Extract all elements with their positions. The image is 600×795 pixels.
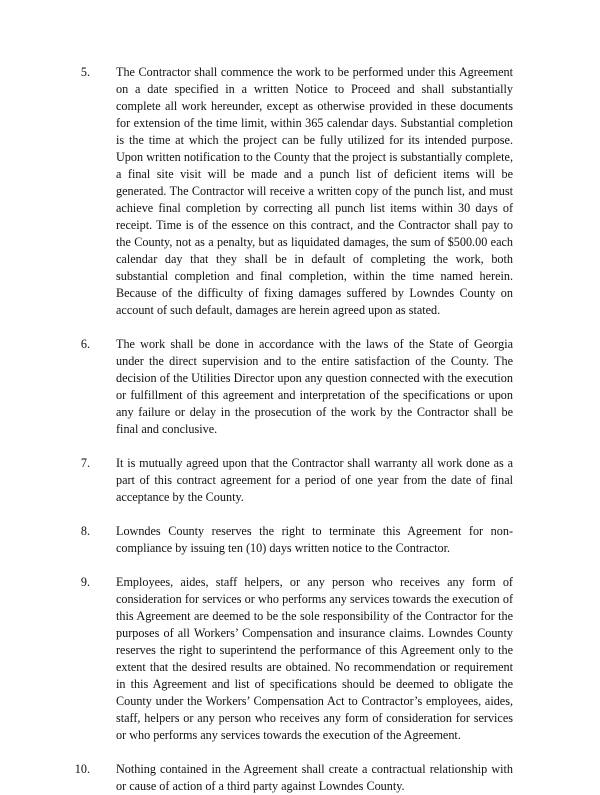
clause-item bbox=[0, 455, 600, 506]
clause-body: Nothing contained in the Agreement shall create a contractual relationship with or cause of action of a third party against Lowndes County. bbox=[116, 762, 513, 793]
clause-number: 6. bbox=[80, 337, 90, 351]
clause-body: The Contractor shall commence the work to be performed under this Agreement on a date specified in a written Notice to Proceed and shall substantially complete all work hereunder, except as otherwise provided in these documents for extension of the time limit, within 365 calendar days. Substantial completion is the time at which the project can be fully utilized for its intended purpose. Upon written notification to the County that the project is substantially complete, a final site visit will be made and a punch list of deficient items will be generated. The Contractor will receive a written copy of the punch list, and must achieve final completion by correcting all punch list items within 30 days of receipt. Time is of the essence on this contract, and the Contractor shall pay to the County, not as a penalty, but as liquidated damages, the sum of $500.00 each calendar day that they shall be in default of completing the work, both substantial completion and final completion, within the time named herein. Because of the difficulty of fixing damages suffered by Lowndes County on account of such default, damages are herein agreed upon as stated. bbox=[116, 65, 513, 317]
clause-item bbox=[0, 761, 600, 795]
clause-body: The work shall be done in accordance with the laws of the State of Georgia under the direct supervision and to the entire satisfaction of the County. The decision of the Utilities Director upon any question connected with the execution or fulfillment of this agreement and interpretation of the specifications or upon any failure or delay in the prosecution of the work by the Contractor shall be final and conclusive. bbox=[116, 337, 513, 436]
clause-body: Lowndes County reserves the right to terminate this Agreement for non-compliance by issuing ten (10) days written notice to the Contractor. bbox=[116, 524, 513, 555]
clause-number: 8. bbox=[80, 524, 90, 538]
clause-number: 9. bbox=[80, 575, 90, 589]
clause-number: 5. bbox=[80, 65, 90, 79]
clause-item bbox=[0, 336, 600, 438]
clause-item bbox=[0, 574, 600, 744]
clause-body: It is mutually agreed upon that the Contractor shall warranty all work done as a part of this contract agreement for a period of one year from the date of final acceptance by the County. bbox=[116, 456, 513, 504]
clause-item bbox=[0, 523, 600, 557]
clause-list bbox=[0, 64, 600, 795]
clause-item bbox=[0, 64, 600, 319]
clause-number: 10. bbox=[74, 762, 90, 776]
clause-body: Employees, aides, staff helpers, or any person who receives any form of consideration for services or who performs any services towards the execution of this Agreement are deemed to be the sole responsibility of the Contractor for the purposes of all Workers’ Compensation and insurance claims. Lowndes County reserves the right to superintend the performance of this Agreement only to the extent that the desired results are obtained. No recommendation or requirement in this Agreement and list of specifications should be deemed to obligate the County under the Workers’ Compensation Act to Contractor’s employees, aides, staff, helpers or any person who receives any form of consideration for services or who performs any services towards the execution of the Agreement. bbox=[116, 575, 513, 742]
clause-number: 7. bbox=[80, 456, 90, 470]
